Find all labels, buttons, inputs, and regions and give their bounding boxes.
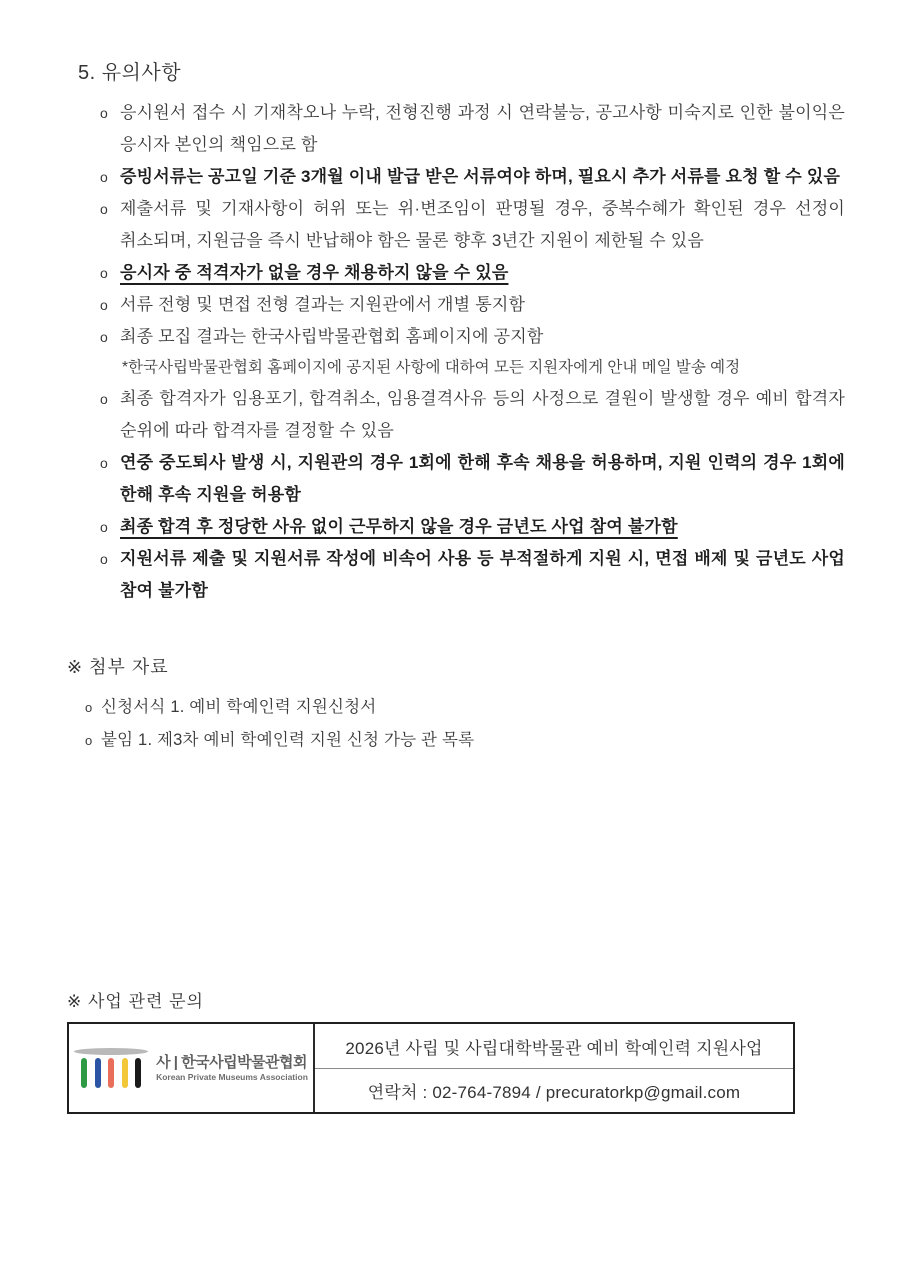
logo-text — [156, 1054, 308, 1083]
section-inquiry — [67, 989, 845, 1114]
contact-table-right — [315, 1024, 793, 1112]
bullet-marker: o — [100, 169, 108, 185]
attachment-item — [78, 691, 845, 724]
inquiry-title: ※ 사업 관련 문의 — [67, 992, 204, 1011]
logo-roof — [74, 1048, 148, 1055]
bullet-marker: o — [85, 700, 93, 715]
attachments-list — [78, 691, 845, 757]
attachment-text: 붙임 1. 제3차 예비 학예인력 지원 신청 가능 관 목록 — [101, 731, 475, 749]
notice-list — [78, 383, 845, 607]
notice-text: 연중 중도퇴사 발생 시, 지원관의 경우 1회에 한해 후속 채용을 허용하며, 지원 인력의 경우 1회에 한해 후속 지원을 허용함 — [120, 453, 845, 504]
bullet-marker: o — [100, 455, 108, 471]
notice-item — [78, 321, 845, 353]
notice-item — [78, 543, 845, 607]
attachment-item — [78, 724, 845, 757]
notice-text: 최종 모집 결과는 한국사립박물관협회 홈페이지에 공지함 — [120, 327, 544, 346]
bullet-marker: o — [100, 201, 108, 217]
notice-item — [78, 257, 845, 289]
contact-info-cell: 연락처 : 02-764-7894 / precuratorkp@gmail.com — [367, 1083, 741, 1102]
bullet-marker: o — [100, 391, 108, 407]
bullet-marker: o — [100, 329, 108, 345]
bullet-marker: o — [100, 297, 108, 313]
bullet-marker: o — [85, 733, 93, 748]
notice-list — [78, 97, 845, 353]
notice-text: 응시원서 접수 시 기재착오나 누락, 전형진행 과정 시 연락불능, 공고사항 미숙지로 인한 불이익은 응시자 본인의 책임으로 함 — [120, 103, 845, 154]
contact-table — [67, 1022, 795, 1114]
bullet-marker: o — [100, 265, 108, 281]
bullet-marker: o — [100, 105, 108, 121]
notice-text: 증빙서류는 공고일 기준 3개월 이내 발급 받은 서류여야 하며, 필요시 추가 서류를 요청 할 수 있음 — [120, 167, 841, 186]
association-name-en: Korean Private Museums Association — [156, 1071, 308, 1082]
notice-sub-note: *한국사립박물관협회 홈페이지에 공지된 사항에 대하여 모든 지원자에게 안내 메일 발송 예정 — [122, 359, 741, 376]
notice-item — [78, 161, 845, 193]
notice-item — [78, 447, 845, 511]
notice-text: 서류 전형 및 면접 전형 결과는 지원관에서 개별 통지함 — [120, 295, 526, 314]
attachments-title: ※ 첨부 자료 — [67, 657, 169, 677]
notice-text: 제출서류 및 기재사항이 허위 또는 위·변조임이 판명될 경우, 중복수혜가 확인된 경우 선정이 취소되며, 지원금을 즉시 반납해야 함은 물론 향후 3년간 지원이 제한될 수 있음 — [120, 199, 845, 250]
section-attachments — [67, 653, 845, 757]
notice-item — [78, 97, 845, 161]
notice-item — [78, 289, 845, 321]
section-title: 5. 유의사항 — [78, 62, 182, 84]
program-title-cell: 2026년 사립 및 사립대학박물관 예비 학예인력 지원사업 — [315, 1024, 793, 1069]
museum-pillars-icon — [74, 1048, 148, 1088]
logo-bars — [74, 1058, 148, 1088]
notice-text: 최종 합격 후 정당한 사유 없이 근무하지 않을 경우 금년도 사업 참여 불가함 — [120, 517, 678, 536]
attachment-text: 신청서식 1. 예비 학예인력 지원신청서 — [101, 698, 377, 716]
association-name-kr: 사 | 한국사립박물관협회 — [156, 1053, 308, 1071]
notice-text: 지원서류 제출 및 지원서류 작성에 비속어 사용 등 부적절하게 지원 시, 면접 배제 및 금년도 사업 참여 불가함 — [120, 549, 845, 600]
association-logo — [69, 1024, 315, 1112]
notice-item — [78, 511, 845, 543]
notice-text: 최종 합격자가 임용포기, 합격취소, 임용결격사유 등의 사정으로 결원이 발생할 경우 예비 합격자 순위에 따라 합격자를 결정할 수 있음 — [120, 389, 845, 440]
notice-text: 응시자 중 적격자가 없을 경우 채용하지 않을 수 있음 — [120, 263, 509, 282]
section-precautions — [78, 56, 845, 607]
notice-item — [78, 383, 845, 447]
bullet-marker: o — [100, 551, 108, 567]
bullet-marker: o — [100, 519, 108, 535]
notice-item — [78, 193, 845, 257]
